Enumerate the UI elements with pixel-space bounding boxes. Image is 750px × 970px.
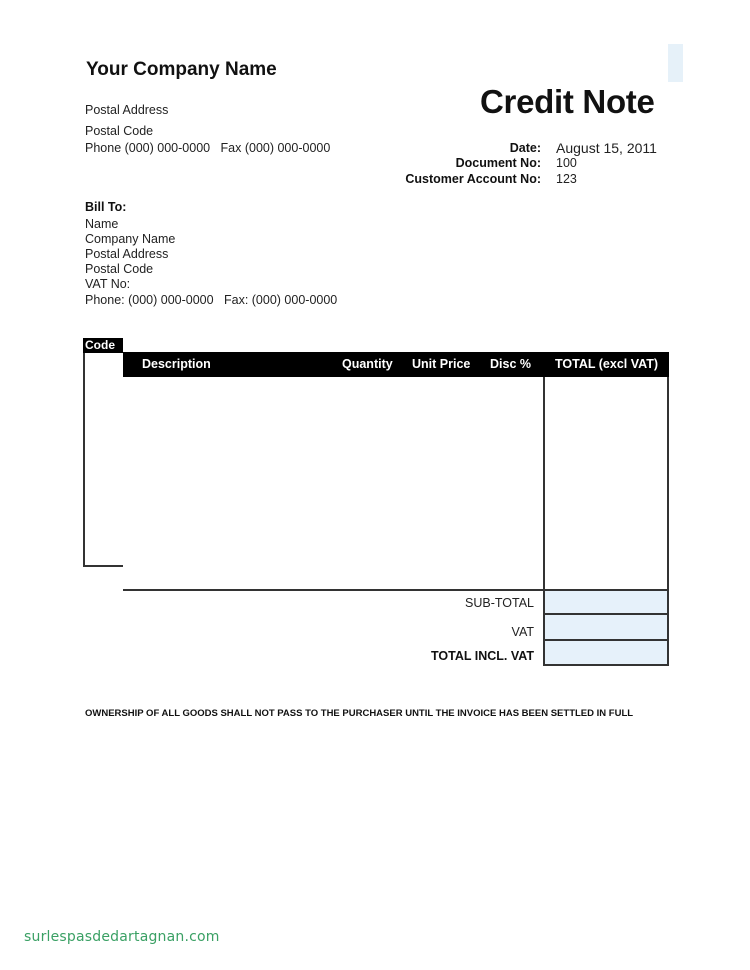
sender-postal-code: Postal Code <box>85 124 154 138</box>
sender-phone-fax: Phone (000) 000-0000 Fax (000) 000-0000 <box>85 141 331 155</box>
total-column <box>543 377 669 591</box>
subtotal-field[interactable] <box>543 591 669 615</box>
subtotal-label: SUB-TOTAL <box>465 596 534 610</box>
header-quantity: Quantity <box>342 357 393 371</box>
code-column <box>83 353 123 567</box>
customer-account-label: Customer Account No: <box>405 172 541 186</box>
bill-to-postal-address: Postal Address <box>85 247 169 261</box>
page-tab-marker <box>668 44 683 82</box>
bill-to-postal-code: Postal Code <box>85 262 154 276</box>
date-value: August 15, 2011 <box>556 140 657 156</box>
total-incl-vat-field[interactable] <box>543 641 669 666</box>
header-description: Description <box>142 357 211 371</box>
vat-field[interactable] <box>543 615 669 641</box>
code-column-header: Code <box>83 338 123 353</box>
header-total-excl-vat: TOTAL (excl VAT) <box>555 357 659 371</box>
vat-label: VAT <box>511 625 534 639</box>
document-title: Credit Note <box>480 83 655 120</box>
bill-to-heading: Bill To: <box>85 200 127 214</box>
date-label: Date: <box>509 141 541 155</box>
header-unit-price: Unit Price <box>412 357 471 371</box>
total-incl-vat-label: TOTAL INCL. VAT <box>430 649 534 663</box>
document-no-value: 100 <box>556 156 577 170</box>
sender-postal-address: Postal Address <box>85 103 169 117</box>
bill-to-vat-no: VAT No: <box>85 277 131 291</box>
company-name: Your Company Name <box>86 59 277 80</box>
bill-to-phone-fax: Phone: (000) 000-0000 Fax: (000) 000-0000 <box>85 293 338 307</box>
bill-to-name: Name <box>85 217 119 231</box>
table-header-bar <box>123 352 669 377</box>
document-no-label: Document No: <box>455 156 541 170</box>
customer-account-value: 123 <box>556 172 577 186</box>
header-disc: Disc % <box>490 357 531 371</box>
bill-to-company: Company Name <box>85 232 176 246</box>
watermark: surlespasdedartagnan.com <box>24 929 220 945</box>
ownership-note: OWNERSHIP OF ALL GOODS SHALL NOT PASS TO THE PURCHASER UNTIL THE INVOICE HAS BEEN SETTLED IN FULL <box>85 708 634 719</box>
